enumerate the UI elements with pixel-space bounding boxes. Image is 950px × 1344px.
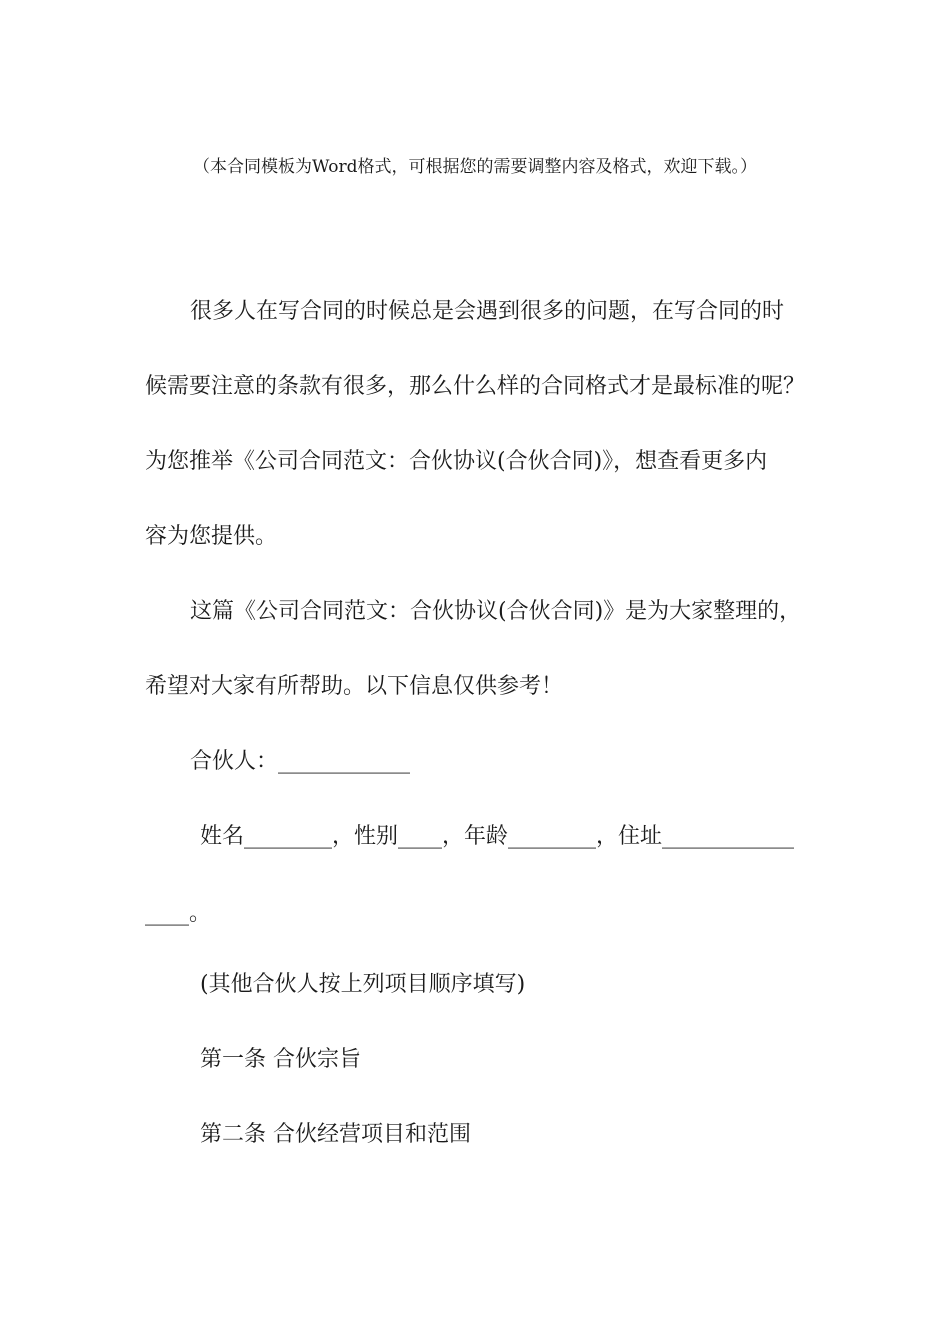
- intro-line-3: 为您推举《公司合同范文：合伙协议(合伙合同)》，想查看更多内: [145, 449, 768, 474]
- template-notice: （本合同模板为Word格式，可根据您的需要调整内容及格式，欢迎下载。）: [192, 157, 758, 177]
- summary-line-2: 希望对大家有所帮助。以下信息仅供参考！: [145, 674, 564, 699]
- other-partners-note: (其他合伙人按上列项目顺序填写): [200, 972, 526, 997]
- partner-label: 合伙人：____________: [190, 749, 411, 774]
- intro-line-1: 很多人在写合同的时候总是会遇到很多的问题，在写合同的时: [190, 299, 785, 324]
- intro-line-2: 候需要注意的条款有很多，那么什么样的合同格式才是最标准的呢？: [145, 374, 806, 399]
- intro-line-4: 容为您提供。: [145, 524, 278, 549]
- summary-line-1: 这篇《公司合同范文：合伙协议(合伙合同)》是为大家整理的，: [190, 599, 802, 624]
- article-2-heading: 第二条 合伙经营项目和范围: [200, 1122, 471, 1147]
- partner-fields-line-2: ____。: [145, 901, 212, 926]
- partner-fields-line-1: 姓名________，性别____，年龄________，住址____________: [200, 824, 795, 849]
- article-1-heading: 第一条 合伙宗旨: [200, 1047, 361, 1072]
